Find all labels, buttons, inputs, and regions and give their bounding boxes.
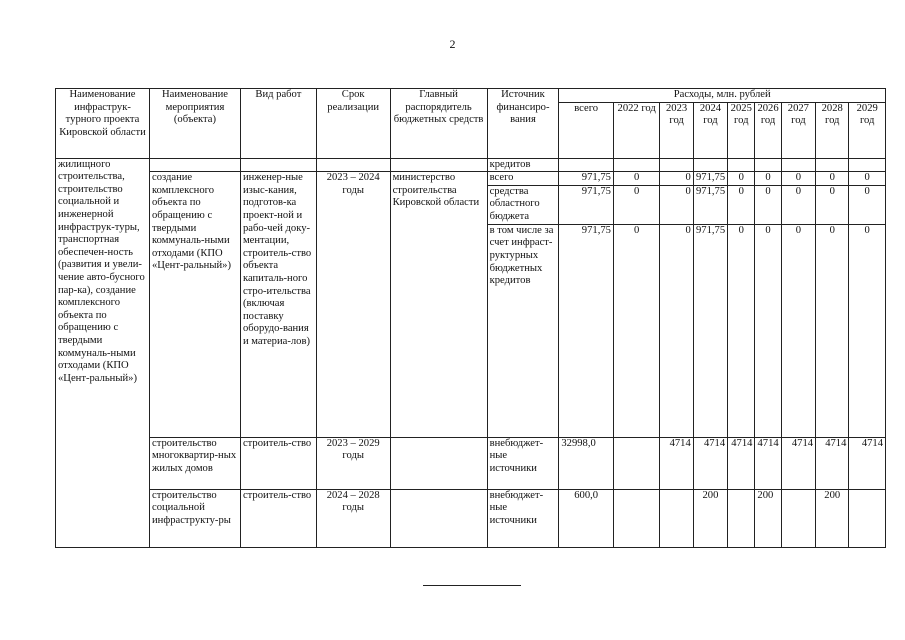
header-year: 2023 год [660, 102, 693, 158]
header-year: 2026 год [755, 102, 781, 158]
manager-cell [390, 489, 487, 547]
year-value: 0 [613, 172, 659, 186]
year-value: 0 [781, 185, 815, 224]
work-type-cell: инженер-ные изыс-кания, подготов-ка проект-ной и рабо-чей доку-ментации, строитель-ство объекта капиталь-ного стро-ительства (включая поставку оборудо-вания и материа-лов) [240, 172, 316, 438]
empty-cell [728, 158, 755, 172]
year-value [613, 437, 659, 489]
header-source: Источник финансиро-вания [487, 89, 559, 159]
header-project: Наименование инфраструк-турного проекта Кировской области [56, 89, 150, 159]
year-value: 0 [613, 185, 659, 224]
year-value: 0 [755, 224, 781, 437]
empty-cell [693, 158, 727, 172]
header-expenses: Расходы, млн. рублей [559, 89, 886, 103]
empty-cell [240, 158, 316, 172]
header-year: 2027 год [781, 102, 815, 158]
year-value: 0 [816, 172, 849, 186]
footer-divider [423, 585, 521, 586]
manager-cell [390, 437, 487, 489]
total-cell: 971,75 [559, 172, 614, 186]
year-value: 0 [755, 172, 781, 186]
year-value: 0 [816, 224, 849, 437]
empty-cell [660, 158, 693, 172]
total-cell: 971,75 [559, 224, 614, 437]
project-name-cell: жилищного строительства, строительство социальной и инженерной инфраструк-туры, транспортная обеспечен-ность (развития и увели-чение авто-бусного пар-ка), создание комплексного объекта по обращению с твердыми коммуналь-ными отходами (КПО «Цент-ральный») [56, 158, 150, 547]
year-value [660, 489, 693, 547]
source-cell: всего [487, 172, 559, 186]
header-year: 2025 год [728, 102, 755, 158]
year-value: 4714 [781, 437, 815, 489]
empty-cell [390, 158, 487, 172]
event-cell: строительство многоквартир-ных жилых домов [150, 437, 241, 489]
year-value: 4714 [849, 437, 886, 489]
header-year: 2022 год [613, 102, 659, 158]
year-value: 200 [693, 489, 727, 547]
year-value: 0 [660, 224, 693, 437]
total-cell: 600,0 [559, 489, 614, 547]
year-value: 0 [849, 224, 886, 437]
source-cell: внебюджет-ные источники [487, 489, 559, 547]
year-value: 4714 [660, 437, 693, 489]
year-value [728, 489, 755, 547]
header-year: 2024 год [693, 102, 727, 158]
manager-cell: министерство строительства Кировской области [390, 172, 487, 438]
year-value: 0 [613, 224, 659, 437]
year-value [781, 489, 815, 547]
empty-cell [816, 158, 849, 172]
term-cell: 2023 – 2029 годы [316, 437, 390, 489]
header-manager: Главный распорядитель бюджетных средств [390, 89, 487, 159]
year-value: 0 [781, 224, 815, 437]
header-term: Срок реализации [316, 89, 390, 159]
year-value: 0 [728, 185, 755, 224]
year-value [613, 489, 659, 547]
source-cell: кредитов [487, 158, 559, 172]
work-type-cell: строитель-ство [240, 489, 316, 547]
year-value: 0 [755, 185, 781, 224]
year-value: 4714 [693, 437, 727, 489]
year-value: 0 [781, 172, 815, 186]
source-cell: в том числе за счет инфраст-руктурных бюджетных кредитов [487, 224, 559, 437]
header-year: 2029 год [849, 102, 886, 158]
year-value: 0 [660, 172, 693, 186]
page-number: 2 [449, 37, 456, 51]
source-cell: внебюджет-ные источники [487, 437, 559, 489]
empty-cell [150, 158, 241, 172]
header-total: всего [559, 102, 614, 158]
year-value [849, 489, 886, 547]
empty-cell [316, 158, 390, 172]
financing-table [55, 88, 886, 548]
year-value: 971,75 [693, 172, 727, 186]
source-cell: средства областного бюджета [487, 185, 559, 224]
empty-cell [559, 158, 614, 172]
year-value: 0 [849, 185, 886, 224]
header-year: 2028 год [816, 102, 849, 158]
header-work-type: Вид работ [240, 89, 316, 159]
total-cell: 971,75 [559, 185, 614, 224]
empty-cell [755, 158, 781, 172]
year-value: 200 [816, 489, 849, 547]
year-value: 0 [660, 185, 693, 224]
year-value: 4714 [728, 437, 755, 489]
year-value: 200 [755, 489, 781, 547]
empty-cell [849, 158, 886, 172]
total-cell: 32998,0 [559, 437, 614, 489]
year-value: 0 [849, 172, 886, 186]
year-value: 4714 [816, 437, 849, 489]
year-value: 0 [728, 224, 755, 437]
year-value: 0 [728, 172, 755, 186]
term-cell: 2023 – 2024 годы [316, 172, 390, 438]
empty-cell [613, 158, 659, 172]
year-value: 0 [816, 185, 849, 224]
year-value: 971,75 [693, 185, 727, 224]
year-value: 971,75 [693, 224, 727, 437]
event-cell: создание комплексного объекта по обращению с твердыми коммуналь-ными отходами (КПО «Цент-ральный») [150, 172, 241, 438]
empty-cell [781, 158, 815, 172]
term-cell: 2024 – 2028 годы [316, 489, 390, 547]
year-value: 4714 [755, 437, 781, 489]
work-type-cell: строитель-ство [240, 437, 316, 489]
header-event: Наименование мероприятия (объекта) [150, 89, 241, 159]
event-cell: строительство социальной инфраструкту-ры [150, 489, 241, 547]
